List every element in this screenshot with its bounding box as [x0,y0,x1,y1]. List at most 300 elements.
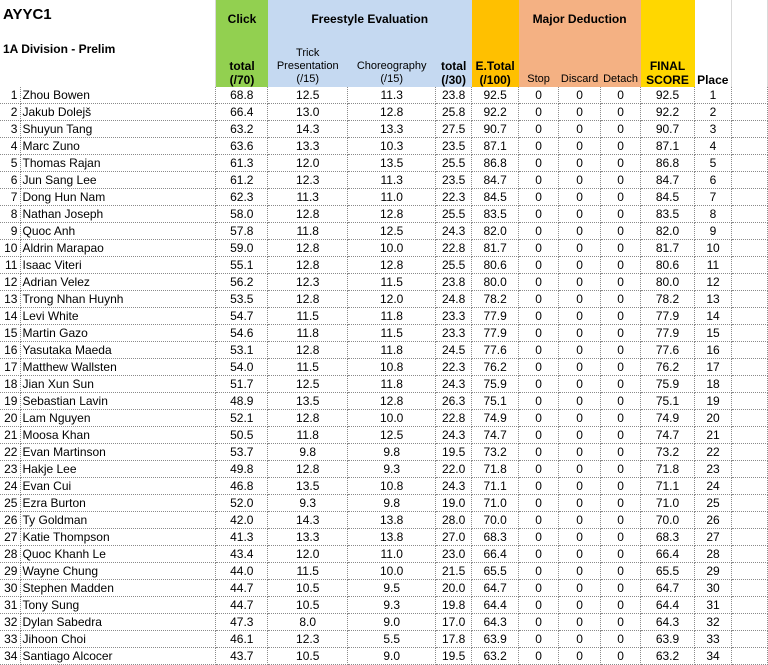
participant-name[interactable]: Isaac Viteri [21,257,216,274]
stop-deduction[interactable]: 0 [519,461,559,478]
discard-deduction[interactable]: 0 [559,410,601,427]
final-score[interactable]: 63.2 [641,648,695,665]
detach-deduction[interactable]: 0 [601,121,641,138]
discard-deduction[interactable]: 0 [559,427,601,444]
detach-deduction[interactable]: 0 [601,410,641,427]
freestyle-group-header[interactable]: Freestyle Evaluation [268,0,472,38]
detach-deduction[interactable]: 0 [601,87,641,104]
place[interactable]: 26 [695,512,732,529]
empty-cell[interactable] [731,546,767,563]
choreography-score[interactable]: 13.5 [348,155,436,172]
choreography-score[interactable]: 9.0 [348,648,436,665]
empty-cell[interactable] [731,87,767,104]
row-number[interactable]: 17 [0,359,21,376]
click-group-header[interactable]: Click [216,0,268,38]
stop-deduction[interactable]: 0 [519,240,559,257]
final-score[interactable]: 73.2 [641,444,695,461]
choreography-score[interactable]: 12.5 [348,427,436,444]
final-score[interactable]: 68.3 [641,529,695,546]
click-total[interactable]: 42.0 [216,512,268,529]
trick-presentation-score[interactable]: 13.3 [268,138,348,155]
choreography-score[interactable]: 12.8 [348,104,436,121]
etotal-score[interactable]: 70.0 [472,512,519,529]
etotal-score[interactable]: 81.7 [472,240,519,257]
click-total[interactable]: 61.2 [216,172,268,189]
stop-deduction[interactable]: 0 [519,512,559,529]
final-score-header[interactable] [641,38,695,87]
etotal-score[interactable]: 92.5 [472,87,519,104]
discard-header[interactable]: Discard [559,38,601,87]
stop-deduction[interactable]: 0 [519,359,559,376]
choreography-score[interactable]: 9.3 [348,461,436,478]
row-number[interactable]: 34 [0,648,21,665]
click-total[interactable]: 61.3 [216,155,268,172]
row-number[interactable]: 31 [0,597,21,614]
detach-deduction[interactable]: 0 [601,104,641,121]
choreography-score[interactable]: 11.8 [348,376,436,393]
trick-presentation-score[interactable]: 13.5 [268,478,348,495]
freestyle-total[interactable]: 24.3 [436,427,472,444]
detach-deduction[interactable]: 0 [601,155,641,172]
participant-name[interactable]: Lam Nguyen [21,410,216,427]
detach-deduction[interactable]: 0 [601,495,641,512]
row-number[interactable]: 4 [0,138,21,155]
discard-deduction[interactable]: 0 [559,189,601,206]
row-number[interactable]: 5 [0,155,21,172]
trick-presentation-score[interactable]: 12.8 [268,206,348,223]
freestyle-total[interactable]: 22.0 [436,461,472,478]
freestyle-total[interactable]: 23.5 [436,138,472,155]
etotal-score[interactable]: 84.7 [472,172,519,189]
trick-presentation-score[interactable]: 13.5 [268,393,348,410]
empty-cell[interactable] [731,359,767,376]
empty-cell[interactable] [731,325,767,342]
row-number[interactable]: 9 [0,223,21,240]
choreography-score[interactable]: 9.8 [348,444,436,461]
row-number[interactable]: 28 [0,546,21,563]
click-total[interactable]: 63.2 [216,121,268,138]
click-total[interactable]: 63.6 [216,138,268,155]
trick-presentation-score[interactable]: 12.0 [268,546,348,563]
etotal-score[interactable]: 77.9 [472,308,519,325]
final-score[interactable]: 81.7 [641,240,695,257]
etotal-header-top[interactable] [472,0,519,38]
empty-cell[interactable] [731,427,767,444]
detach-deduction[interactable]: 0 [601,359,641,376]
freestyle-total[interactable]: 24.3 [436,478,472,495]
click-total[interactable]: 53.1 [216,342,268,359]
place[interactable]: 30 [695,580,732,597]
detach-deduction[interactable]: 0 [601,512,641,529]
final-score[interactable]: 82.0 [641,223,695,240]
participant-name[interactable]: Dong Hun Nam [21,189,216,206]
place[interactable]: 34 [695,648,732,665]
stop-deduction[interactable]: 0 [519,257,559,274]
detach-deduction[interactable]: 0 [601,240,641,257]
discard-deduction[interactable]: 0 [559,104,601,121]
participant-name[interactable]: Evan Cui [21,478,216,495]
row-number[interactable]: 19 [0,393,21,410]
place[interactable]: 16 [695,342,732,359]
participant-name[interactable]: Jihoon Choi [21,631,216,648]
place[interactable]: 29 [695,563,732,580]
row-number[interactable]: 1 [0,87,21,104]
empty-header-cell-2[interactable] [731,38,767,87]
discard-deduction[interactable]: 0 [559,308,601,325]
discard-deduction[interactable]: 0 [559,172,601,189]
stop-deduction[interactable]: 0 [519,376,559,393]
freestyle-total[interactable]: 27.5 [436,121,472,138]
trick-presentation-score[interactable]: 11.5 [268,359,348,376]
click-total-header[interactable] [216,38,268,87]
trick-presentation-score[interactable]: 9.3 [268,495,348,512]
stop-deduction[interactable]: 0 [519,155,559,172]
choreography-score[interactable]: 9.3 [348,597,436,614]
detach-deduction[interactable]: 0 [601,563,641,580]
click-total[interactable]: 44.7 [216,597,268,614]
choreography-score[interactable]: 9.5 [348,580,436,597]
trick-presentation-score[interactable]: 12.0 [268,155,348,172]
stop-deduction[interactable]: 0 [519,427,559,444]
trick-presentation-score[interactable]: 12.8 [268,257,348,274]
final-score[interactable]: 76.2 [641,359,695,376]
participant-name[interactable]: Trong Nhan Huynh [21,291,216,308]
click-total[interactable]: 49.8 [216,461,268,478]
etotal-score[interactable]: 92.2 [472,104,519,121]
freestyle-total[interactable]: 19.0 [436,495,472,512]
participant-name[interactable]: Katie Thompson [21,529,216,546]
choreography-score[interactable]: 11.0 [348,189,436,206]
final-score[interactable]: 80.6 [641,257,695,274]
freestyle-total[interactable]: 23.0 [436,546,472,563]
detach-deduction[interactable]: 0 [601,257,641,274]
empty-cell[interactable] [731,121,767,138]
participant-name[interactable]: Marc Zuno [21,138,216,155]
stop-deduction[interactable]: 0 [519,444,559,461]
click-total[interactable]: 54.0 [216,359,268,376]
discard-deduction[interactable]: 0 [559,240,601,257]
place[interactable]: 33 [695,631,732,648]
participant-name[interactable]: Wayne Chung [21,563,216,580]
participant-name[interactable]: Ty Goldman [21,512,216,529]
row-number[interactable]: 23 [0,461,21,478]
discard-deduction[interactable]: 0 [559,631,601,648]
stop-deduction[interactable]: 0 [519,563,559,580]
choreography-score[interactable]: 10.8 [348,478,436,495]
final-score[interactable]: 92.5 [641,87,695,104]
empty-cell[interactable] [731,240,767,257]
place[interactable]: 24 [695,478,732,495]
participant-name[interactable]: Stephen Madden [21,580,216,597]
choreography-score[interactable]: 11.3 [348,172,436,189]
choreography-score[interactable]: 10.0 [348,410,436,427]
discard-deduction[interactable]: 0 [559,529,601,546]
detach-deduction[interactable]: 0 [601,478,641,495]
choreography-score[interactable]: 12.0 [348,291,436,308]
trick-presentation-score[interactable]: 11.8 [268,325,348,342]
trick-presentation-score[interactable]: 12.3 [268,631,348,648]
freestyle-total[interactable]: 17.8 [436,631,472,648]
trick-presentation-header[interactable] [268,38,348,87]
discard-deduction[interactable]: 0 [559,291,601,308]
choreography-score[interactable]: 11.0 [348,546,436,563]
final-score[interactable]: 80.0 [641,274,695,291]
trick-presentation-score[interactable]: 12.8 [268,461,348,478]
click-total[interactable]: 58.0 [216,206,268,223]
empty-cell[interactable] [731,155,767,172]
etotal-score[interactable]: 74.9 [472,410,519,427]
place[interactable]: 6 [695,172,732,189]
row-number[interactable]: 2 [0,104,21,121]
row-number[interactable]: 32 [0,614,21,631]
click-total[interactable]: 46.8 [216,478,268,495]
click-total[interactable]: 44.7 [216,580,268,597]
final-score[interactable]: 84.7 [641,172,695,189]
place[interactable]: 19 [695,393,732,410]
freestyle-total[interactable]: 19.5 [436,444,472,461]
participant-name[interactable]: Shuyun Tang [21,121,216,138]
click-total[interactable]: 53.7 [216,444,268,461]
final-score[interactable]: 87.1 [641,138,695,155]
freestyle-total[interactable]: 23.3 [436,325,472,342]
stop-deduction[interactable]: 0 [519,104,559,121]
choreography-score[interactable]: 12.8 [348,257,436,274]
participant-name[interactable]: Jun Sang Lee [21,172,216,189]
participant-name[interactable]: Levi White [21,308,216,325]
place[interactable]: 17 [695,359,732,376]
discard-deduction[interactable]: 0 [559,546,601,563]
click-total[interactable]: 68.8 [216,87,268,104]
choreography-score[interactable]: 12.8 [348,206,436,223]
empty-cell[interactable] [731,631,767,648]
choreography-score[interactable]: 13.8 [348,529,436,546]
place[interactable]: 18 [695,376,732,393]
choreography-score[interactable]: 12.8 [348,393,436,410]
trick-presentation-score[interactable]: 14.3 [268,121,348,138]
detach-deduction[interactable]: 0 [601,342,641,359]
row-number[interactable]: 20 [0,410,21,427]
etotal-score[interactable]: 71.0 [472,495,519,512]
detach-deduction[interactable]: 0 [601,325,641,342]
row-number[interactable]: 8 [0,206,21,223]
etotal-score[interactable]: 73.2 [472,444,519,461]
place[interactable]: 27 [695,529,732,546]
discard-deduction[interactable]: 0 [559,325,601,342]
empty-cell[interactable] [731,206,767,223]
place[interactable]: 1 [695,87,732,104]
stop-deduction[interactable]: 0 [519,529,559,546]
participant-name[interactable]: Aldrin Marapao [21,240,216,257]
trick-presentation-score[interactable]: 14.3 [268,512,348,529]
final-score[interactable]: 64.7 [641,580,695,597]
click-total[interactable]: 53.5 [216,291,268,308]
place[interactable]: 28 [695,546,732,563]
etotal-score[interactable]: 75.1 [472,393,519,410]
empty-cell[interactable] [731,410,767,427]
etotal-score[interactable]: 83.5 [472,206,519,223]
participant-name[interactable]: Sebastian Lavin [21,393,216,410]
row-number[interactable]: 22 [0,444,21,461]
final-score[interactable]: 84.5 [641,189,695,206]
row-number[interactable]: 24 [0,478,21,495]
participant-name[interactable]: Hakje Lee [21,461,216,478]
final-score[interactable]: 77.6 [641,342,695,359]
stop-deduction[interactable]: 0 [519,495,559,512]
detach-deduction[interactable]: 0 [601,206,641,223]
place[interactable]: 3 [695,121,732,138]
discard-deduction[interactable]: 0 [559,597,601,614]
trick-presentation-score[interactable]: 13.3 [268,529,348,546]
detach-deduction[interactable]: 0 [601,529,641,546]
etotal-score[interactable]: 75.9 [472,376,519,393]
empty-cell[interactable] [731,393,767,410]
freestyle-total[interactable]: 24.8 [436,291,472,308]
discard-deduction[interactable]: 0 [559,121,601,138]
etotal-header[interactable] [472,38,519,87]
empty-cell[interactable] [731,291,767,308]
stop-deduction[interactable]: 0 [519,546,559,563]
detach-deduction[interactable]: 0 [601,631,641,648]
stop-deduction[interactable]: 0 [519,597,559,614]
trick-presentation-score[interactable]: 8.0 [268,614,348,631]
click-total[interactable]: 43.7 [216,648,268,665]
trick-presentation-score[interactable]: 10.5 [268,648,348,665]
place[interactable]: 32 [695,614,732,631]
choreography-score[interactable]: 11.5 [348,274,436,291]
etotal-score[interactable]: 71.8 [472,461,519,478]
etotal-score[interactable]: 64.4 [472,597,519,614]
place[interactable]: 22 [695,444,732,461]
discard-deduction[interactable]: 0 [559,614,601,631]
participant-name[interactable]: Moosa Khan [21,427,216,444]
freestyle-total[interactable]: 22.8 [436,410,472,427]
division-label[interactable]: 1A Division - Prelim [0,38,216,87]
click-total[interactable]: 52.1 [216,410,268,427]
final-score[interactable]: 77.9 [641,325,695,342]
etotal-score[interactable]: 63.9 [472,631,519,648]
row-number[interactable]: 12 [0,274,21,291]
choreography-score[interactable]: 13.3 [348,121,436,138]
stop-deduction[interactable]: 0 [519,478,559,495]
participant-name[interactable]: Quoc Khanh Le [21,546,216,563]
empty-cell[interactable] [731,308,767,325]
click-total[interactable]: 54.7 [216,308,268,325]
discard-deduction[interactable]: 0 [559,393,601,410]
detach-deduction[interactable]: 0 [601,597,641,614]
detach-deduction[interactable]: 0 [601,427,641,444]
etotal-score[interactable]: 80.6 [472,257,519,274]
freestyle-total[interactable]: 22.8 [436,240,472,257]
trick-presentation-score[interactable]: 11.8 [268,223,348,240]
detach-deduction[interactable]: 0 [601,393,641,410]
sheet-title[interactable]: AYYC1 [0,0,216,38]
row-number[interactable]: 26 [0,512,21,529]
freestyle-total[interactable]: 23.5 [436,172,472,189]
participant-name[interactable]: Zhou Bowen [21,87,216,104]
place-header[interactable]: Place [695,38,732,87]
click-total[interactable]: 55.1 [216,257,268,274]
stop-deduction[interactable]: 0 [519,308,559,325]
freestyle-total[interactable]: 24.3 [436,223,472,240]
detach-deduction[interactable]: 0 [601,376,641,393]
final-score[interactable]: 77.9 [641,308,695,325]
freestyle-total[interactable]: 20.0 [436,580,472,597]
empty-cell[interactable] [731,648,767,665]
empty-cell[interactable] [731,223,767,240]
freestyle-total[interactable]: 25.5 [436,206,472,223]
place[interactable]: 25 [695,495,732,512]
freestyle-total[interactable]: 19.8 [436,597,472,614]
place[interactable]: 2 [695,104,732,121]
trick-presentation-score[interactable]: 12.3 [268,172,348,189]
place[interactable]: 11 [695,257,732,274]
trick-presentation-score[interactable]: 11.5 [268,308,348,325]
final-score[interactable]: 86.8 [641,155,695,172]
click-total[interactable]: 54.6 [216,325,268,342]
empty-cell[interactable] [731,461,767,478]
discard-deduction[interactable]: 0 [559,155,601,172]
participant-name[interactable]: Santiago Alcocer [21,648,216,665]
row-number[interactable]: 15 [0,325,21,342]
detach-deduction[interactable]: 0 [601,444,641,461]
empty-cell[interactable] [731,376,767,393]
choreography-score[interactable]: 11.8 [348,308,436,325]
stop-deduction[interactable]: 0 [519,325,559,342]
discard-deduction[interactable]: 0 [559,461,601,478]
empty-cell[interactable] [731,597,767,614]
stop-deduction[interactable]: 0 [519,189,559,206]
freestyle-total[interactable]: 25.8 [436,104,472,121]
freestyle-total[interactable]: 28.0 [436,512,472,529]
choreography-header[interactable] [348,38,436,87]
click-total[interactable]: 62.3 [216,189,268,206]
click-total[interactable]: 56.2 [216,274,268,291]
row-number[interactable]: 29 [0,563,21,580]
final-score[interactable]: 63.9 [641,631,695,648]
detach-header[interactable]: Detach [601,38,641,87]
freestyle-total[interactable]: 22.3 [436,189,472,206]
etotal-score[interactable]: 90.7 [472,121,519,138]
detach-deduction[interactable]: 0 [601,274,641,291]
final-score[interactable]: 90.7 [641,121,695,138]
trick-presentation-score[interactable]: 12.8 [268,410,348,427]
etotal-score[interactable]: 71.1 [472,478,519,495]
discard-deduction[interactable]: 0 [559,359,601,376]
place[interactable]: 10 [695,240,732,257]
stop-deduction[interactable]: 0 [519,410,559,427]
stop-deduction[interactable]: 0 [519,648,559,665]
empty-cell[interactable] [731,529,767,546]
click-total[interactable]: 44.0 [216,563,268,580]
empty-cell[interactable] [731,138,767,155]
discard-deduction[interactable]: 0 [559,444,601,461]
row-number[interactable]: 25 [0,495,21,512]
participant-name[interactable]: Jian Xun Sun [21,376,216,393]
discard-deduction[interactable]: 0 [559,342,601,359]
stop-deduction[interactable]: 0 [519,206,559,223]
freestyle-total[interactable]: 17.0 [436,614,472,631]
empty-cell[interactable] [731,257,767,274]
stop-deduction[interactable]: 0 [519,291,559,308]
final-score[interactable]: 70.0 [641,512,695,529]
etotal-score[interactable]: 86.8 [472,155,519,172]
trick-presentation-score[interactable]: 9.8 [268,444,348,461]
final-score[interactable]: 71.1 [641,478,695,495]
place[interactable]: 31 [695,597,732,614]
detach-deduction[interactable]: 0 [601,308,641,325]
detach-deduction[interactable]: 0 [601,648,641,665]
trick-presentation-score[interactable]: 12.5 [268,87,348,104]
